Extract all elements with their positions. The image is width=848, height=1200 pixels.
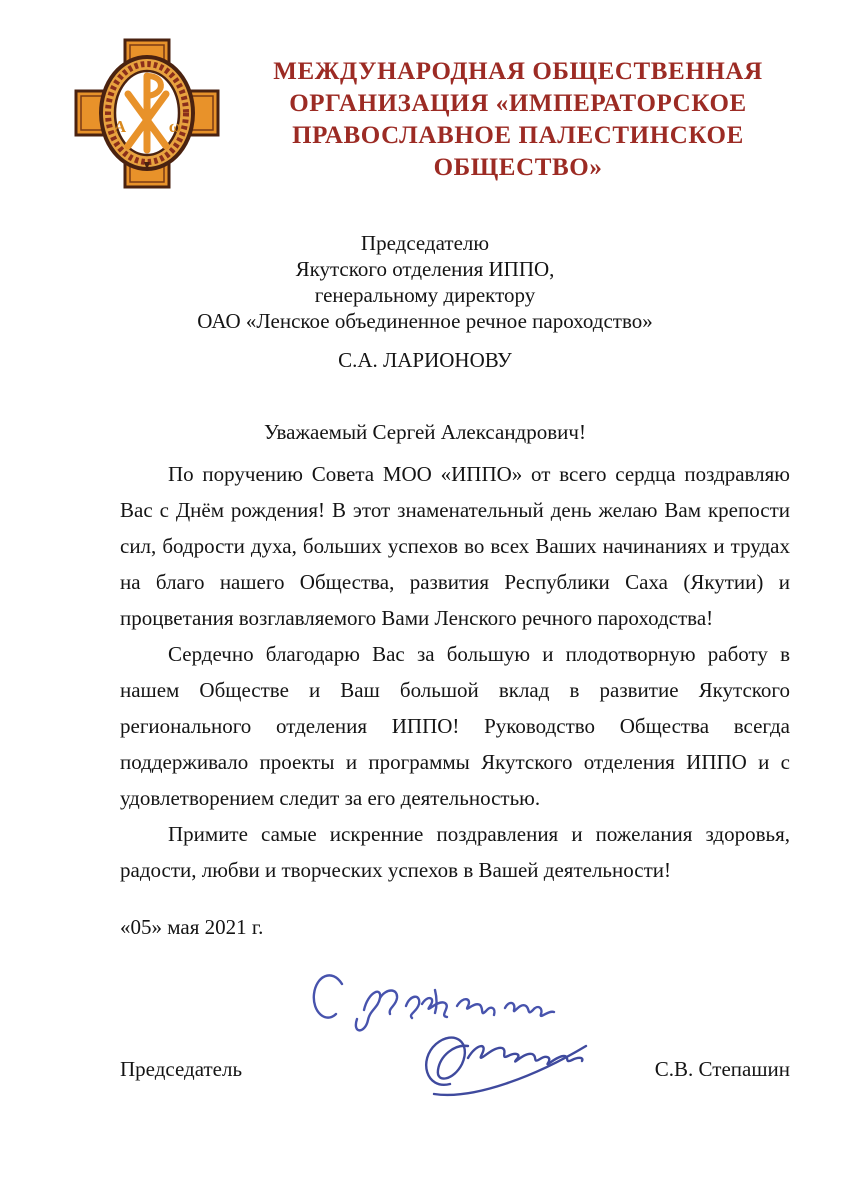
org-name	[222, 56, 804, 184]
position-title: Председатель	[120, 1057, 243, 1081]
salutation: Уважаемый Сергей Александрович!	[264, 420, 586, 444]
omega-letter: ω	[168, 117, 182, 136]
addressee-line: Якутского отделения ИППО,	[295, 257, 555, 281]
addressee-block	[120, 230, 790, 334]
signature-row	[120, 1056, 790, 1082]
orthodox-cross-chi-rho-icon	[72, 36, 222, 191]
addressee-line: генеральному директору	[314, 283, 536, 307]
org-name-line-1: МЕЖДУНАРОДНАЯ ОБЩЕСТВЕННАЯ	[273, 58, 763, 85]
addressee-line: Председателю	[360, 231, 490, 255]
body-paragraph: Сердечно благодарю Вас за большую и плодотворную работу в нашем Обществе и Ваш большой вклад в развитие Якутского регионального отделения ИППО! Руководство Общества всегда поддерживало проекты и программы Якутского отделения ИППО и с удовлетворением следит за его деятельностью.	[120, 642, 790, 810]
body-paragraph: По поручению Совета МОО «ИППО» от всего сердца поздравляю Вас с Днём рождения! В этот знаменательный день желаю Вам крепости сил, бодрости духа, больших успехов во всех Ваших начинаниях и трудах на благо нашего Общества, развития Республики Саха (Якутии) и процветания возглавляемого Вами Ленского речного пароходства!	[120, 462, 790, 630]
org-name-line-3: ПРАВОСЛАВНОЕ ПАЛЕСТИНСКОЕ ОБЩЕСТВО»	[292, 122, 744, 181]
body-paragraph: Примите самые искренние поздравления и пожелания здоровья, радости, любви и творческих успехов в Вашей деятельности!	[120, 822, 790, 882]
date-line: «05» мая 2021 г.	[120, 915, 264, 939]
alpha-letter: А	[113, 117, 127, 136]
ippo-logo	[72, 36, 222, 191]
letterhead	[72, 36, 804, 191]
addressee-name: С.А. ЛАРИОНОВУ	[338, 348, 512, 372]
addressee-line: ОАО «Ленское объединенное речное пароходство»	[197, 309, 653, 333]
org-name-line-2: ОРГАНИЗАЦИЯ «ИМПЕРАТОРСКОЕ	[289, 90, 747, 117]
letter-body	[120, 456, 790, 888]
signer-name: С.В. Степашин	[654, 1057, 790, 1081]
letter-content	[120, 230, 790, 940]
